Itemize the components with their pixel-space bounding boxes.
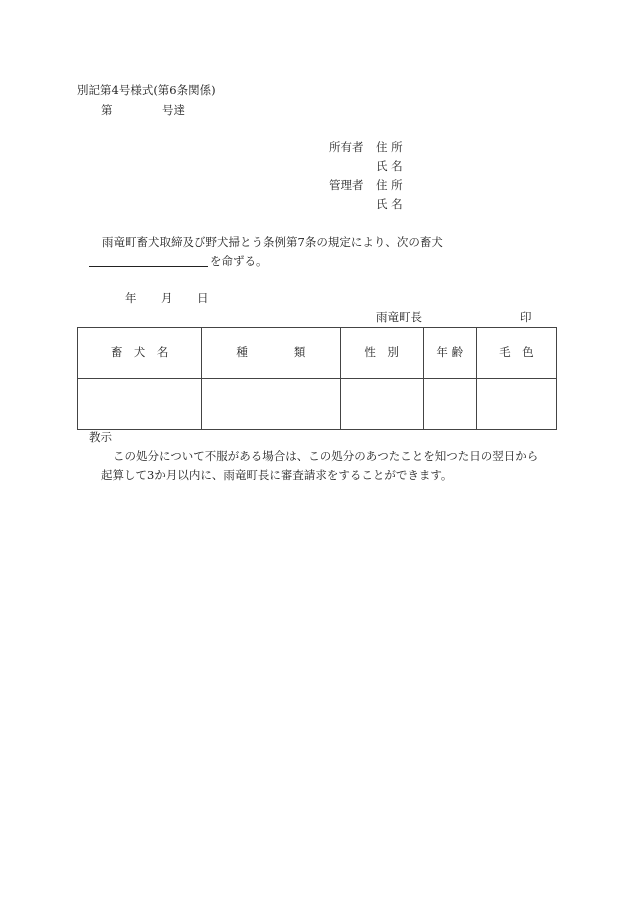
cell-sex — [340, 379, 423, 430]
issuer-title: 雨竜町長 — [376, 310, 422, 324]
owner-role-label: 所有者 — [329, 140, 364, 154]
doc-number-prefix: 第 — [101, 103, 113, 117]
header-sex: 性 別 — [340, 328, 423, 379]
dog-details-table — [77, 327, 557, 430]
seal-mark: 印 — [520, 310, 532, 324]
header-breed: 種 類 — [202, 328, 340, 379]
order-text-line2: を命ずる。 — [210, 254, 268, 268]
manager-role-label: 管理者 — [329, 178, 364, 192]
notice-heading: 教示 — [89, 430, 112, 444]
cell-age — [423, 379, 476, 430]
manager-address-label: 住 所 — [376, 178, 403, 192]
cell-dog-name — [78, 379, 202, 430]
order-blank-line — [89, 266, 208, 267]
order-text-line1: 雨竜町畜犬取締及び野犬掃とう条例第7条の規定により、次の畜犬 — [102, 235, 443, 249]
cell-breed — [202, 379, 340, 430]
table-header-row — [78, 328, 557, 379]
form-label: 別記第4号様式(第6条関係) — [77, 83, 216, 97]
doc-number-suffix: 号達 — [162, 103, 185, 117]
owner-name-label: 氏 名 — [376, 159, 403, 173]
manager-name-label: 氏 名 — [376, 197, 403, 211]
table-row — [78, 379, 557, 430]
date-day-label: 日 — [197, 291, 209, 305]
notice-text-line1: この処分について不服がある場合は、この処分のあつたことを知つた日の翌日から — [113, 449, 539, 463]
cell-coat-color — [476, 379, 556, 430]
header-dog-name: 畜 犬 名 — [78, 328, 202, 379]
notice-text-line2: 起算して3か月以内に、雨竜町長に審査請求をすることができます。 — [101, 468, 453, 482]
header-age: 年 齢 — [423, 328, 476, 379]
date-month-label: 月 — [161, 291, 173, 305]
date-year-label: 年 — [125, 291, 137, 305]
header-coat-color: 毛 色 — [476, 328, 556, 379]
owner-address-label: 住 所 — [376, 140, 403, 154]
